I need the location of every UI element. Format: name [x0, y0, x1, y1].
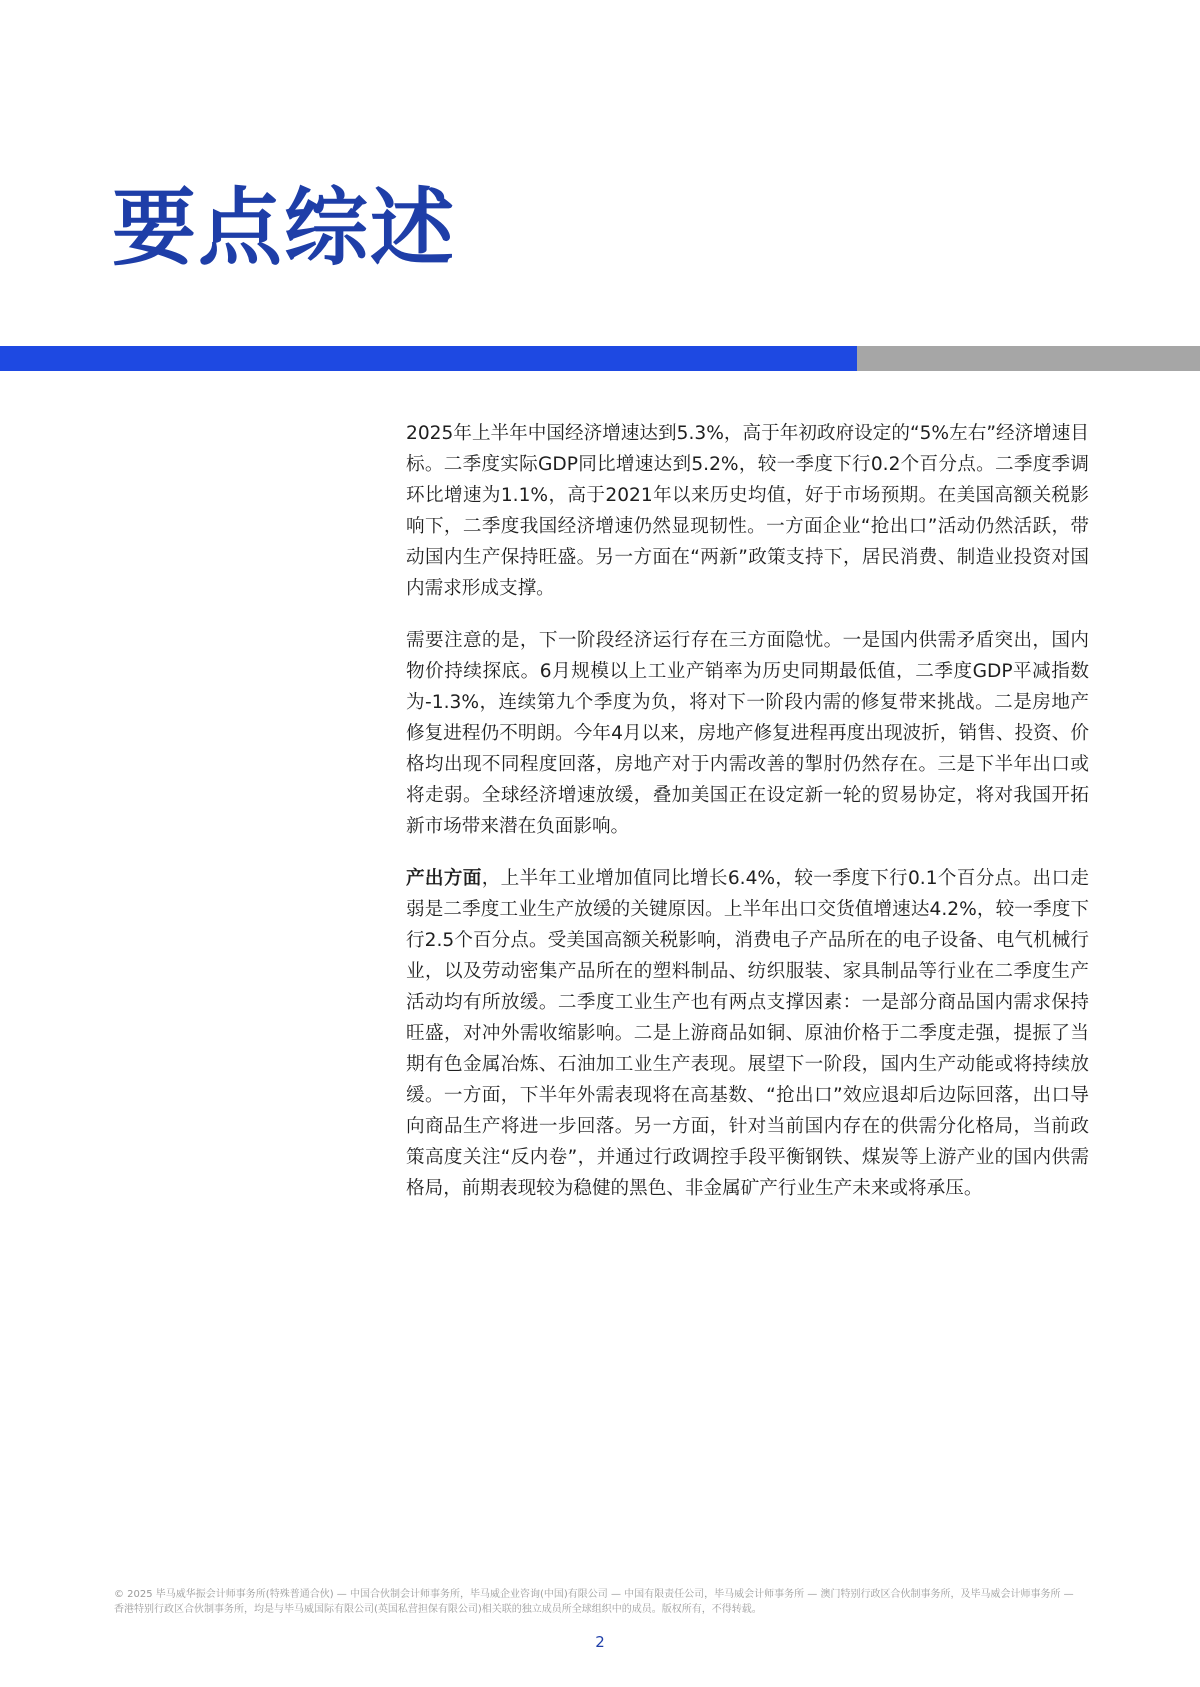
page-number: 2 — [595, 1633, 605, 1651]
header-divider-blue — [0, 346, 857, 371]
paragraph-text: 需要注意的是，下一阶段经济运行存在三方面隐忧。一是国内供需矛盾突出，国内物价持续探底。6月规模以上工业产销率为历史同期最低值，二季度GDP平减指数为-1.3%，连续第九个季度为负，将对下一阶段内需的修复带来挑战。二是房地产修复进程仍不明朗。今年4月以来，房地产修复进程再度出现波折，销售、投资、价格均出现不同程度回落，房地产对于内需改善的掣肘仍然存在。三是下半年出口或将走弱。全球经济增速放缓，叠加美国正在设定新一轮的贸易协定，将对我国开拓新市场带来潜在负面影响。 — [406, 630, 1089, 837]
footer-copyright: © 2025 毕马威华振会计师事务所(特殊普通合伙) — 中国合伙制会计师事务所，毕马威企业咨询(中国)有限公司 — 中国有限责任公司，毕马威会计师事务所 — 澳门特别行政区合伙制事务所，及毕马威会计师事务所 — 香港特别行政区合伙制事务所，均是与毕马威国际有限公司(英国私营担保有限公司)相关联的独立成员所全球组织中的成员。版权所有，不得转载。 — [114, 1589, 1074, 1615]
page-title: 要点综述 — [112, 179, 457, 277]
summary-body — [406, 418, 1089, 1225]
header-divider-gray — [857, 346, 1200, 371]
paragraph-text: 2025年上半年中国经济增速达到5.3%，高于年初政府设定的“5%左右”经济增速目标。二季度实际GDP同比增速达到5.2%，较一季度下行0.2个百分点。二季度季调环比增速为1.1%，高于2021年以来历史均值，好于市场预期。在美国高额关税影响下，二季度我国经济增速仍然显现韧性。一方面企业“抢出口”活动仍然活跃，带动国内生产保持旺盛。另一方面在“两新”政策支持下，居民消费、制造业投资对国内需求形成支撑。 — [406, 423, 1089, 599]
paragraph-risks — [406, 625, 1089, 842]
paragraph-growth-overview — [406, 418, 1089, 604]
paragraph-lead: 产出方面 — [406, 868, 482, 889]
paragraph-text: ，上半年工业增加值同比增长6.4%，较一季度下行0.1个百分点。出口走弱是二季度工业生产放缓的关键原因。上半年出口交货值增速达4.2%，较一季度下行2.5个百分点。受美国高额关税影响，消费电子产品所在的电子设备、电气机械行业，以及劳动密集产品所在的塑料制品、纺织服装、家具制品等行业在二季度生产活动均有所放缓。二季度工业生产也有两点支撑因素：一是部分商品国内需求保持旺盛，对冲外需收缩影响。二是上游商品如铜、原油价格于二季度走强，提振了当期有色金属冶炼、石油加工业生产表现。展望下一阶段，国内生产动能或将持续放缓。一方面，下半年外需表现将在高基数、“抢出口”效应退却后边际回落，出口导向商品生产将进一步回落。另一方面，针对当前国内存在的供需分化格局，当前政策高度关注“反内卷”，并通过行政调控手段平衡钢铁、煤炭等上游产业的国内供需格局，前期表现较为稳健的黑色、非金属矿产行业生产未来或将承压。 — [406, 868, 1089, 1199]
paragraph-output — [406, 863, 1089, 1204]
